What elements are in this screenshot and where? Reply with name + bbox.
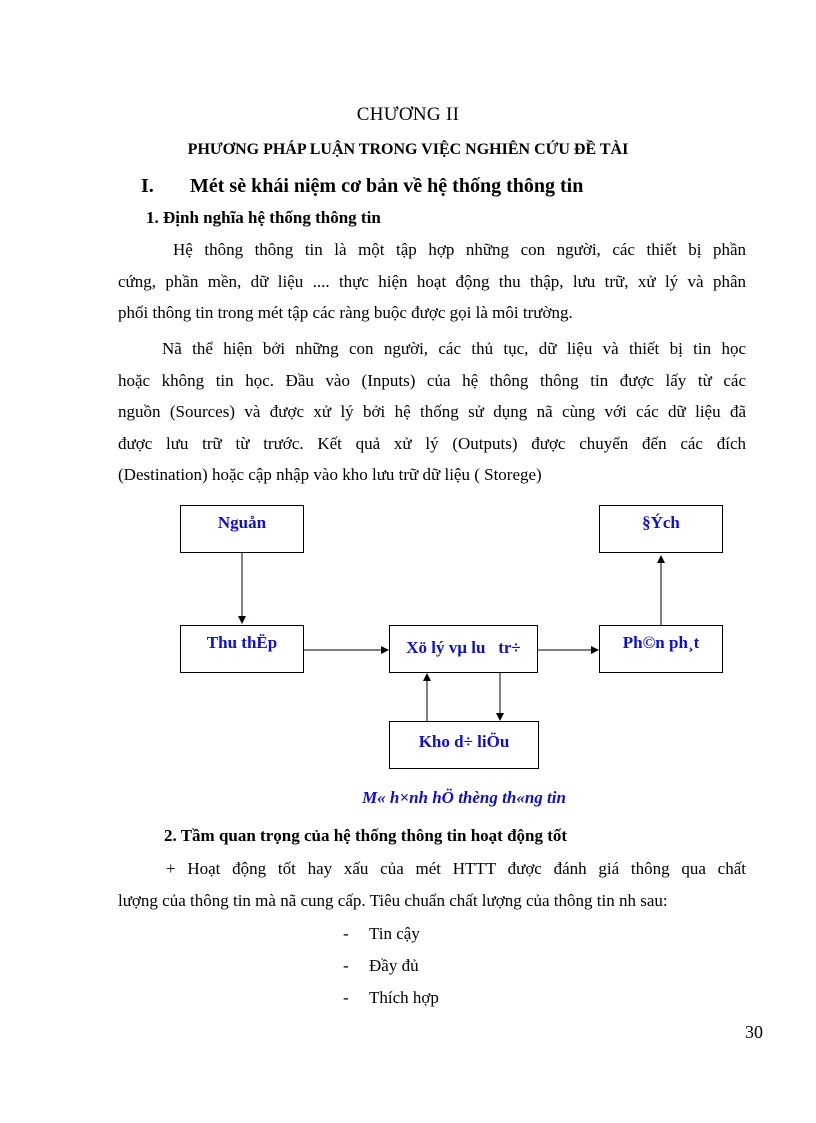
page-number: 30 xyxy=(745,1022,763,1042)
box-source xyxy=(180,505,304,553)
criteria-item: Đầy đủ xyxy=(369,956,419,975)
box-source-label: Nguån xyxy=(217,513,267,532)
paragraph-line: (Destination) hoặc cập nhập vào kho lưu trữ dữ liệu ( Storege) xyxy=(118,465,542,484)
box-distribute xyxy=(599,625,723,673)
bullet-marker: - xyxy=(343,924,349,943)
section-number: I. xyxy=(141,175,154,197)
paragraph-line: được lưu trữ từ trước. Kết quả xử lý (Outputs) được chuyển đến các đích xyxy=(118,433,746,453)
paragraph-line: hoặc không tin học. Đầu vào (Inputs) của hệ thông thông tin được lấy từ các xyxy=(118,370,746,390)
paragraph-line: Nã thể hiện bởi những con người, các thủ tục, dữ liệu và thiết bị tin học xyxy=(162,339,746,358)
paragraph-line: lượng của thông tin mà nã cung cấp. Tiêu chuẩn chất lượng của thông tin nh sau: xyxy=(118,890,668,910)
box-destination xyxy=(599,505,723,553)
box-destination-label: §Ých xyxy=(642,513,680,532)
box-process xyxy=(389,625,538,673)
box-storage xyxy=(389,721,539,769)
box-collect-label: Thu thËp xyxy=(206,633,278,652)
bullet-marker: - xyxy=(343,956,349,975)
subsection-heading-importance: 2. Tầm quan trọng của hệ thống thông tin hoạt động tốt xyxy=(164,826,568,845)
paragraph-importance xyxy=(118,853,746,916)
diagram-caption: M« h×nh hÖ thèng th«ng tin xyxy=(362,788,566,807)
bullet-marker: - xyxy=(343,988,349,1007)
paragraph-line: Hệ thông thông tin là một tập hợp những con người, các thiết bị phần xyxy=(173,240,746,259)
chapter-heading: CHƯƠNG II xyxy=(356,104,460,125)
paragraph-line: phối thông tin trong mét tập các ràng buộc được gọi là môi trường. xyxy=(118,303,573,322)
box-storage-label: Kho d÷ liÖu xyxy=(418,732,510,751)
box-process-label: Xö lý vµ lu tr÷ xyxy=(406,638,521,657)
paragraph-line: + Hoạt động tốt hay xấu của mét HTTT được đánh giá thông qua chất xyxy=(166,859,746,878)
criteria-item: Thích hợp xyxy=(369,988,439,1007)
box-distribute-label: Ph©n ph¸t xyxy=(622,633,700,652)
paragraph-line: nguồn (Sources) và được xử lý bởi hệ thống sử dụng nã cùng với các dữ liệu đã xyxy=(118,402,746,421)
section-title: Mét sè khái niệm cơ bản về hệ thống thông tin xyxy=(190,175,584,197)
box-collect xyxy=(180,625,304,673)
paragraph-line: cứng, phần mền, dữ liệu .... thực hiện hoạt động thu thập, lưu trữ, xử lý và phân xyxy=(118,271,746,291)
subsection-heading-definition: 1. Định nghĩa hệ thống thông tin xyxy=(146,208,381,227)
criteria-item: Tin cậy xyxy=(369,924,420,943)
chapter-subtitle: PHƯƠNG PHÁP LUẬN TRONG VIỆC NGHIÊN CỨU ĐỀ TÀI xyxy=(187,141,629,158)
